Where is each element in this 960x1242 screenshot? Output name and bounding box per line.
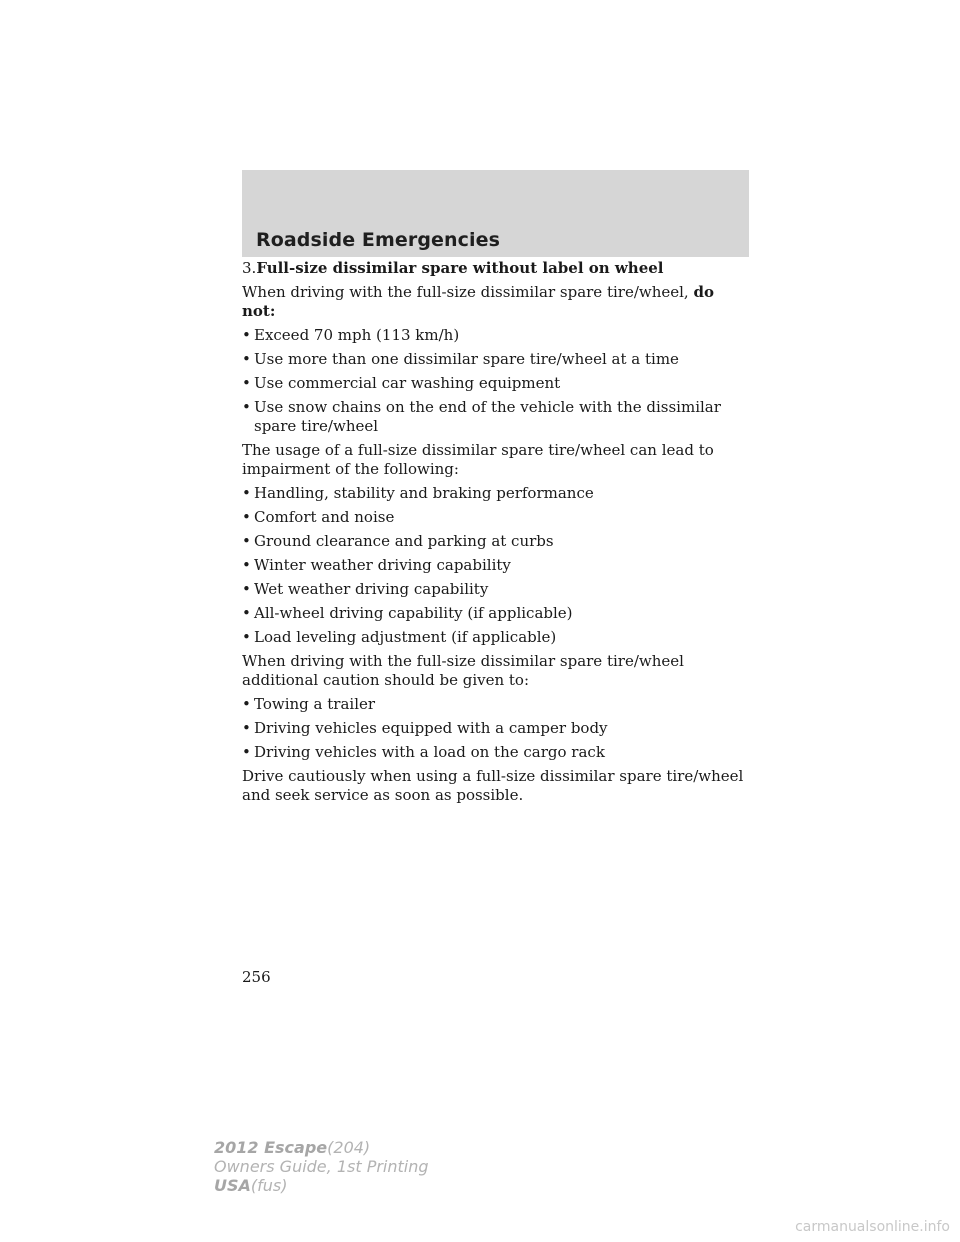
do-not-emphasis: do not: xyxy=(242,283,714,320)
list-item: • Driving vehicles equipped with a camper body xyxy=(242,719,608,737)
footer-line-printing: Owners Guide, 1st Printing xyxy=(214,1157,429,1176)
list-item: • All-wheel driving capability (if applicable) xyxy=(242,604,573,622)
list-item: • Wet weather driving capability xyxy=(242,580,489,598)
bullet-icon: • xyxy=(242,374,251,392)
page-content xyxy=(242,259,752,810)
list-item: • Handling, stability and braking performance xyxy=(242,484,594,502)
list-item: • Winter weather driving capability xyxy=(242,556,511,574)
subsection-title: Full-size dissimilar spare without label on wheel xyxy=(256,259,664,277)
subsection-heading xyxy=(242,259,752,278)
caution-intro: When driving with the full-size dissimilar spare tire/wheel additional caution should be given to: xyxy=(242,652,684,689)
bullet-icon: • xyxy=(242,326,251,344)
list-item: • Exceed 70 mph (113 km/h) xyxy=(242,326,460,344)
subsection-number: 3. xyxy=(242,259,257,277)
closing-paragraph: Drive cautiously when using a full-size dissimilar spare tire/wheel and seek service as soon as possible. xyxy=(242,767,744,804)
bullet-icon: • xyxy=(242,604,251,622)
list-item: • Driving vehicles with a load on the cargo rack xyxy=(242,743,605,761)
list-item: • Towing a trailer xyxy=(242,695,376,713)
bullet-icon: • xyxy=(242,532,251,550)
watermark-text: carmanualsonline.info xyxy=(795,1219,950,1235)
impairment-intro: The usage of a full-size dissimilar spare tire/wheel can lead to impairment of the following: xyxy=(242,441,714,478)
page-number: 256 xyxy=(242,968,271,986)
bullet-icon: • xyxy=(242,743,251,761)
footer-line-market: USA(fus) xyxy=(214,1176,288,1195)
section-title: Roadside Emergencies xyxy=(256,229,501,251)
do-not-list xyxy=(242,326,752,436)
impairment-list xyxy=(242,484,752,647)
bullet-icon: • xyxy=(242,719,251,737)
caution-list xyxy=(242,695,752,762)
bullet-icon: • xyxy=(242,484,251,502)
bullet-icon: • xyxy=(242,580,251,598)
bullet-icon: • xyxy=(242,695,251,713)
list-item: • Comfort and noise xyxy=(242,508,395,526)
list-item: • Use snow chains on the end of the vehicle with the dissimilar spare tire/wheel xyxy=(242,398,721,435)
bullet-icon: • xyxy=(242,556,251,574)
bullet-icon: • xyxy=(242,628,251,646)
footer-line-model: 2012 Escape(204) xyxy=(214,1138,371,1157)
do-not-intro: When driving with the full-size dissimilar spare tire/wheel, do not: xyxy=(242,283,714,320)
bullet-icon: • xyxy=(242,398,251,416)
print-footer xyxy=(214,1138,429,1195)
section-header-band xyxy=(242,170,749,257)
list-item: • Ground clearance and parking at curbs xyxy=(242,532,554,550)
bullet-icon: • xyxy=(242,508,251,526)
list-item: • Use more than one dissimilar spare tire/wheel at a time xyxy=(242,350,679,368)
bullet-icon: • xyxy=(242,350,251,368)
list-item: • Use commercial car washing equipment xyxy=(242,374,561,392)
list-item: • Load leveling adjustment (if applicable) xyxy=(242,628,557,646)
